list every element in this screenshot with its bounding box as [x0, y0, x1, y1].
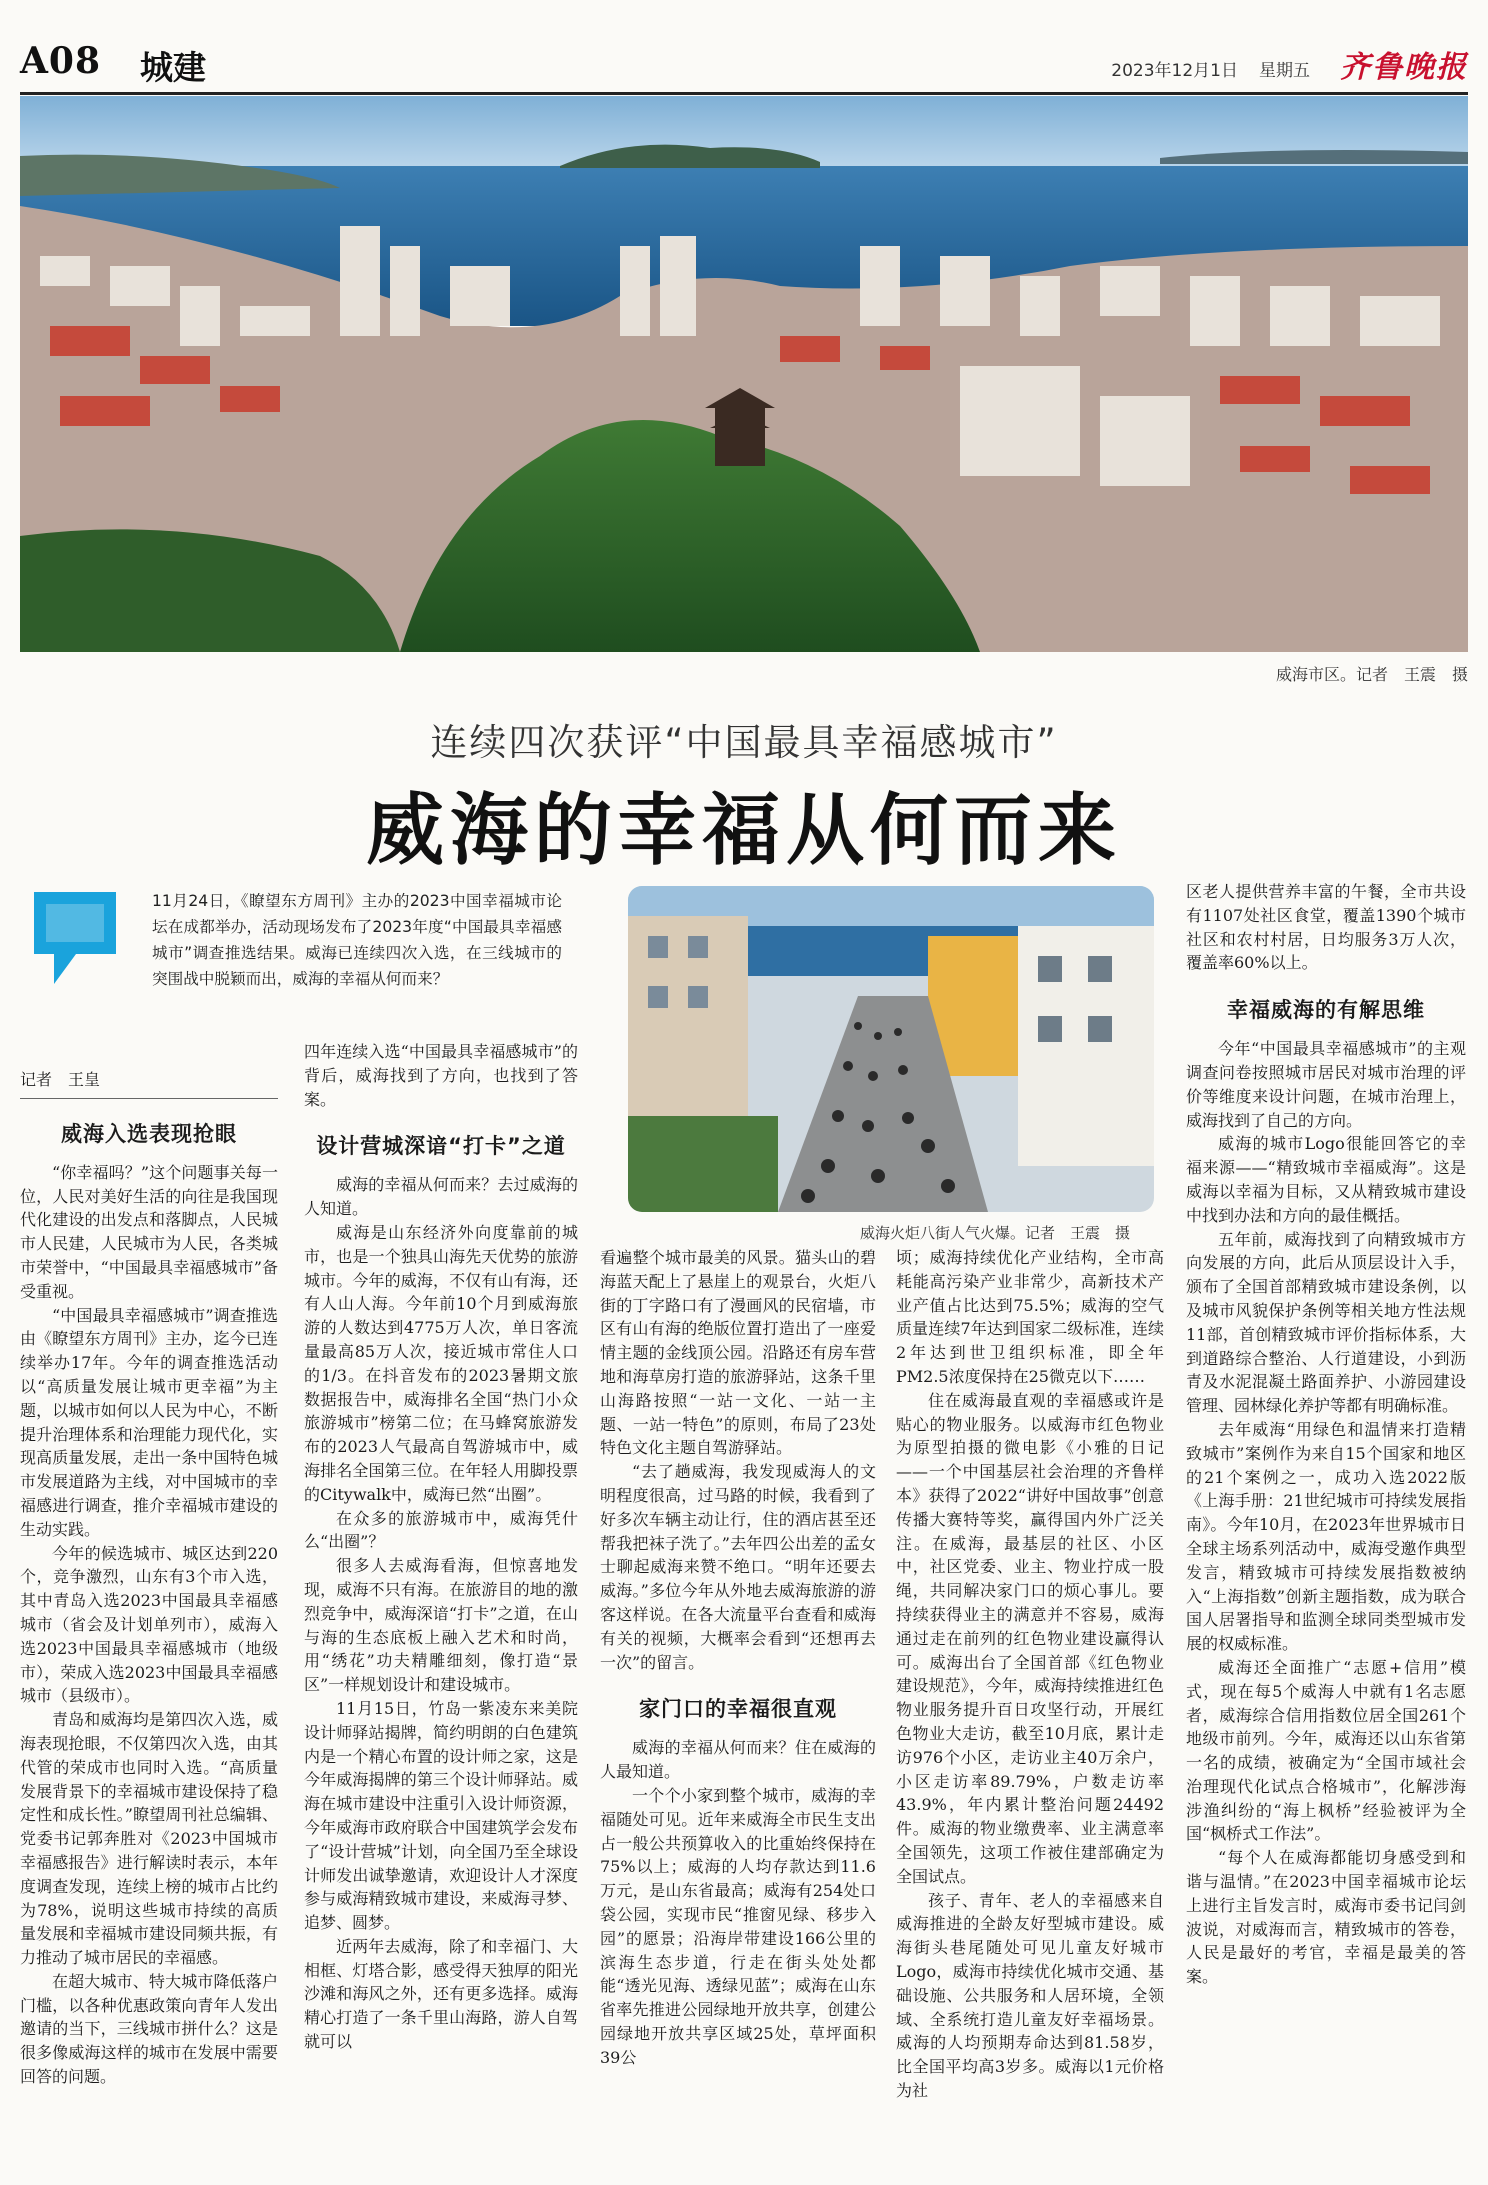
hero-caption: 威海市区。记者 王震 摄 — [1275, 665, 1468, 684]
paragraph: 青岛和威海均是第四次入选，威海表现抢眼，不仅第四次入选，由其代管的荣成市也同时入选。“高质量发展背景下的幸福城市建设保持了稳定性和成长性。”瞭望周刊社总编辑、党委书记郭奔胜对《2023中国城市幸福感报告》进行解读时表示，本年度调查发现，连续上榜的城市占比约为78%，说明这些城市持续的高质量发展和幸福城市建设同频共振，有力推动了城市居民的幸福感。 — [20, 1710, 278, 1968]
paragraph: 五年前，威海找到了向精致城市方向发展的方向，此后从顶层设计入手，颁布了全国首部精致城市建设条例，以及城市风貌保护条例等相关地方性法规11部，首创精致城市评价指标体系，大到道路综合整治、人行道建设，小到沥青及水泥混凝土路面养护、小游园建设管理、园林绿化养护等都有明确标准。 — [1186, 1229, 1466, 1416]
paragraph: “中国最具幸福感城市”调查推选由《瞭望东方周刊》主办，迄今已连续举办17年。今年的调查推选活动以“高质量发展让城市更幸福”为主题，以城市如何以人民为中心，不断提升治理体系和治理能力现代化，实现高质量发展，走出一条中国特色城市发展道路为主线，对中国城市的幸福感进行调查，推介幸福城市建设的生动实践。 — [20, 1305, 278, 1539]
paragraph: 近两年去威海，除了和幸福门、大相框、灯塔合影，感受得天独厚的阳光沙滩和海风之外，还有更多选择。威海精心打造了一条千里山海路，游人自驾就可以 — [304, 1936, 578, 2052]
page-number: A08 — [20, 40, 102, 82]
paragraph: 在超大城市、特大城市降低落户门槛，以各种优惠政策向青年人发出邀请的当下，三线城市拼什么？这是很多像威海这样的城市在发展中需要回答的问题。 — [20, 1971, 278, 2087]
paragraph: 今年“中国最具幸福感城市”的主观调查问卷按照城市居民对城市治理的评价等维度来设计问题，在城市治理上，威海找到了自己的方向。 — [1186, 1039, 1466, 1130]
paragraph: “去了趟威海，我发现威海人的文明程度很高，过马路的时候，我看到了好多次车辆主动让行，住的酒店甚至还帮我把袜子洗了。”去年四公出差的孟女士聊起威海来赞不绝口。“明年还要去威海。”多位今年从外地去威海旅游的游客这样说。在各大流量平台查看和威海有关的视频，大概率会看到“还想再去一次”的留言。 — [600, 1462, 876, 1672]
newspaper-logo: 齐鲁晚报 — [1340, 50, 1468, 85]
page-header — [20, 34, 1468, 90]
paragraph: 很多人去威海看海，但惊喜地发现，威海不只有海。在旅游目的地的激烈竞争中，威海深谙“打卡”之道，在山与海的生态底板上融入艺术和时尚，用“绣花”功夫精雕细刻，像打造“景区”一样规划设计和建设城市。 — [304, 1556, 578, 1695]
reporter-byline: 记者 王皇 — [20, 1068, 278, 1099]
paragraph: 11月15日，竹岛一紫凌东来美院设计师驿站揭牌，简约明朗的白色建筑内是一个精心布置的设计师之家，这是今年威海揭牌的第三个设计师驿站。威海在城市建设中注重引入设计师资源，今年威海市政府联合中国建筑学会发布了“设计营城”计划，向全国乃至全球设计师发出诚挚邀请，欢迎设计人才深度参与威海精致城市建设，来威海寻梦、追梦、圆梦。 — [304, 1698, 578, 1933]
column-1 — [20, 1068, 278, 2172]
paragraph: 威海的幸福从何而来？住在威海的人最知道。 — [600, 1738, 876, 1782]
issue-weekday: 星期五 — [1259, 61, 1310, 81]
paragraph: 住在威海最直观的幸福感或许是贴心的物业服务。以威海市红色物业为原型拍摄的微电影《小雅的日记——一个中国基层社会治理的齐鲁样本》获得了2022“讲好中国故事”创意传播大赛特等奖，赢得国内外广泛关注。在威海，最基层的社区、小区中，社区党委、业主、物业拧成一股绳，共同解决家门口的烦心事儿。要持续获得业主的满意并不容易，威海通过走在前列的红色物业建设赢得认可。威海出台了全国首部《红色物业建设规范》，今年，威海持续推进红色物业服务提升百日攻坚行动，开展红色物业大走访，截至10月底，累计走访976个小区，走访业主40万余户，小区走访率89.79%，户数走访率43.9%，年内累计整治问题24492件。威海的物业缴费率、业主满意率全国领先，这项工作被住建部确定为全国试点。 — [896, 1390, 1164, 1886]
paragraph: 去年威海“用绿色和温情来打造精致城市”案例作为来自15个国家和地区的21个案例之一，成功入选2022版《上海手册：21世纪城市可持续发展指南》。今年10月，在2023年世界城市日全球主场系列活动中，威海受邀作典型发言，精致城市可持续发展指数被纳入“上海指数”创新主题指数，成为联合国人居署指导和监测全球同类型城市发展的权威标准。 — [1186, 1419, 1466, 1654]
column-2 — [304, 1040, 578, 2172]
paragraph: “你幸福吗？”这个问题事关每一位，人民对美好生活的向往是我国现代化建设的出发点和落脚点，人民城市人民建，人民城市为人民，各类城市荣誉中，“中国最具幸福感城市”备受重视。 — [20, 1162, 278, 1301]
header-divider — [20, 92, 1468, 95]
paragraph: 在众多的旅游城市中，威海凭什么“出圈”？ — [304, 1508, 578, 1552]
paragraph: 四年连续入选“中国最具幸福感城市”的背后，威海找到了方向，也找到了答案。 — [304, 1042, 578, 1109]
lead-paragraph: 11月24日，《瞭望东方周刊》主办的2023中国幸福城市论坛在成都举办，活动现场发布了2023年度“中国最具幸福感城市”调查推选结果。威海已连续四次入选，在三线城市的突围战中脱颖而出，威海的幸福从何而来？ — [152, 892, 562, 988]
street-photo — [628, 886, 1154, 1212]
article-title: 威海的幸福从何而来 — [365, 785, 1122, 876]
section-heading-4: 幸福威海的有解思维 — [1227, 998, 1425, 1023]
paragraph: 威海的城市Logo很能回答它的幸福来源——“精致城市幸福威海”。这是威海以幸福为目标，又从精致城市建设中找到办法和方向的最佳概括。 — [1186, 1134, 1466, 1225]
paragraph: 区老人提供营养丰富的午餐，全市共设有1107处社区食堂，覆盖1390个城市社区和农村村居，日均服务3万人次，覆盖率60%以上。 — [1186, 882, 1466, 973]
section-heading-1: 威海入选表现抢眼 — [61, 1121, 237, 1146]
section-heading-3: 家门口的幸福很直观 — [639, 1697, 837, 1722]
paragraph: 看遍整个城市最美的风景。猫头山的碧海蓝天配上了悬崖上的观景台，火炬八街的丁字路口有了漫画风的民宿墙，市区有山有海的绝版位置打造出了一座爱情主题的金线顶公园。沿路还有房车营地和海草房打造的旅游驿站，这条千里山海路按照“一站一文化、一站一主题、一站一特色”的原则，布局了23处特色文化主题自驾游驿站。 — [600, 1248, 876, 1458]
paragraph: 孩子、青年、老人的幸福感来自威海推进的全龄友好型城市建设。威海街头巷尾随处可见儿童友好城市Logo，威海市持续优化城市交通、基础设施、公共服务和人居环境，全领域、全系统打造儿童友好幸福场景。威海的人均预期寿命达到81.58岁，比全国平均高3岁多。威海以1元价格为社 — [896, 1890, 1164, 2100]
street-crowd-image — [628, 886, 1154, 1212]
street-photo-caption: 威海火炬八街人气火爆。记者 王震 摄 — [860, 1224, 1131, 1242]
paragraph: 威海还全面推广“志愿+信用”模式，现在每5个威海人中就有1名志愿者，威海综合信用指数位居全国261个地级市前列。今年，威海还以山东省第一名的成绩，被确定为“全国市域社会治理现代化试点合格城市”，化解涉海涉渔纠纷的“海上枫桥”经验被评为全国“枫桥式工作法”。 — [1186, 1657, 1466, 1844]
paragraph: 顷；威海持续优化产业结构，全市高耗能高污染产业非常少，高新技术产业产值占比达到75.5%；威海的空气质量连续7年达到国家二级标准，连续2年达到世卫组织标准，即全年PM2.5浓度保持在25微克以下…… — [896, 1248, 1164, 1386]
paragraph: 一个个小家到整个城市，威海的幸福随处可见。近年来威海全市民生支出占一般公共预算收入的比重始终保持在75%以上；威海的人均存款达到11.6万元，是山东省最高；威海有254处口袋公园，实现市民“推窗见绿、移步入园”的愿景；沿海岸带建设166公里的滨海生态步道，行走在街头处处都能“透光见海、透绿见蓝”；威海在山东省率先推进公园绿地开放共享，创建公园绿地开放共享区域25处，草坪面积39公 — [600, 1785, 876, 2067]
quote-mark-icon — [26, 884, 136, 994]
hero-photo — [20, 96, 1468, 652]
paragraph: 今年的候选城市、城区达到220个，竞争激烈，山东有3个市入选，其中青岛入选2023中国最具幸福感城市（省会及计划单列市），威海入选2023中国最具幸福感城市（地级市），荣成入选2023中国最具幸福感城市（县级市）。 — [20, 1543, 278, 1706]
column-4 — [896, 1246, 1164, 2172]
paragraph: “每个人在威海都能切身感受到和谐与温情。”在2023中国幸福城市论坛上进行主旨发言时，威海市委书记闫剑波说，对威海而言，精致城市的答卷，人民是最好的考官，幸福是最美的答案。 — [1186, 1848, 1466, 1987]
paragraph: 威海是山东经济外向度靠前的城市，也是一个独具山海先天优势的旅游城市。今年的威海，不仅有山有海，还有人山人海。今年前10个月到威海旅游的人数达到4775万人次，单日客流量最高85万人次，接近城市常住人口的1/3。在抖音发布的2023暑期文旅数据报告中，威海排名全国“热门小众旅游城市”榜第二位；在马蜂窝旅游发布的2023人气最高自驾游城市中，威海排名全国第三位。在年轻人用脚投票的Citywalk中，威海已然“出圈”。 — [304, 1222, 578, 1504]
city-panorama-image — [20, 96, 1468, 652]
section-name: 城建 — [140, 48, 206, 87]
section-heading-2: 设计营城深谙“打卡”之道 — [316, 1134, 566, 1159]
column-3 — [600, 1246, 876, 2172]
paragraph: 威海的幸福从何而来？去过威海的人知道。 — [304, 1175, 578, 1219]
issue-date: 2023年12月1日 — [1111, 61, 1238, 81]
column-5 — [1186, 880, 1466, 2172]
article-subtitle: 连续四次获评“中国最具幸福感城市” — [430, 721, 1058, 764]
